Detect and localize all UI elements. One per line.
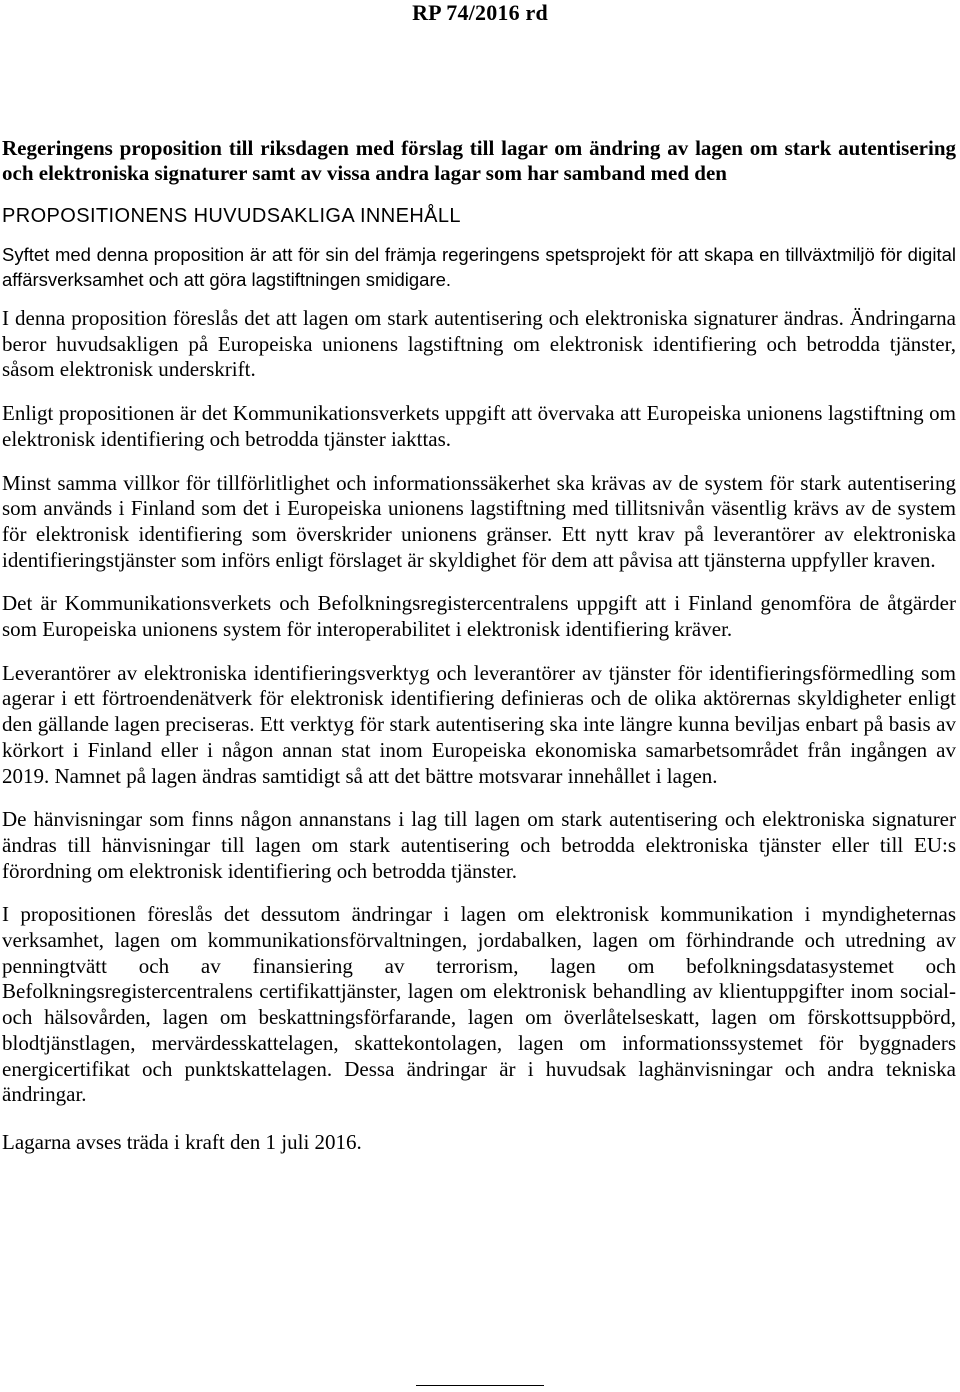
body-paragraph: Enligt propositionen är det Kommunikationsverkets uppgift att övervaka att Europeiska unionens lagstiftning om elektronisk identifiering och betrodda tjänster iakttas. [2, 401, 956, 451]
document-id-header: RP 74/2016 rd [412, 0, 548, 25]
body-paragraph: De hänvisningar som finns någon annanstans i lag till lagen om stark autentisering och elektroniska signaturer ändras till hänvisningar till lagen om stark autentisering och betrodda elektroniska tjänster eller till EU:s förordning om elektronisk identifiering och betrodda tjänster. [2, 807, 956, 883]
body-paragraph: Minst samma villkor för tillförlitlighet och informationssäkerhet ska krävas av de system för stark autentisering som används i Finland som det i Europeiska unionens lagstiftning med tillitsnivån väsentlig krävs av de system för elektronisk identifiering som överskrider unionens gränser. Ett nytt krav på leverantörer av elektroniska identifieringstjänster som införs enligt förslaget är skyldighet för dem att påvisa att tjänsterna uppfyller kraven. [2, 470, 956, 572]
end-of-section-rule [416, 1385, 544, 1386]
document-body [2, 136, 956, 1156]
body-paragraph: Leverantörer av elektroniska identifieringsverktyg och leverantörer av tjänster för identifieringsförmedling som agerar i ett förtroendenätverk för elektronisk identifiering definieras och de olika aktörernas skyldigheter enligt den gällande lagen preciseras. Ett verktyg för stark autentisering ska inte längre kunna beviljas enbart på basis av körkort i Finland eller i någon annan stat inom Europeiska ekonomiska samarbetsområdet från ingången av 2019. Namnet på lagen ändras samtidigt så att det bättre motsvarar innehållet i lagen. [2, 660, 956, 788]
body-paragraph: I propositionen föreslås det dessutom ändringar i lagen om elektronisk kommunikation i myndigheternas verksamhet, lagen om kommunikationsförvaltningen, jordabalken, lagen om förhindrande och utredning av penningtvätt och av finansiering av terrorism, lagen om befolkningsdatasystemet och Befolkningsregistercentralens certifikattjänster, lagen om elektronisk behandling av klientuppgifter inom social- och hälsovården, lagen om beskattningsförfarande, lagen om överlåtelseskatt, lagen om förskottsuppbörd, blodtjänstlagen, mervärdesskattelagen, skattekontolagen, lagen om informationssystemet för byggnaders energicertifikat och punktskattelagen. Dessa ändringar är i huvudsak laghänvisningar och andra tekniska ändringar. [2, 902, 956, 1107]
proposition-title: Regeringens proposition till riksdagen med förslag till lagar om ändring av lagen om stark autentisering och elektroniska signaturer samt av vissa andra lagar som har samband med den [2, 136, 956, 185]
section-heading: PROPOSITIONENS HUVUDSAKLIGA INNEHÅLL [2, 205, 461, 227]
summary-paragraph: Syftet med denna proposition är att för sin del främja regeringens spetsprojekt för att skapa en tillväxtmiljö för digital affärsverksamhet och att göra lagstiftningen smidigare. [2, 244, 956, 290]
body-paragraph: Det är Kommunikationsverkets och Befolkningsregistercentralens uppgift att i Finland genomföra de åtgärder som Europeiska unionens system för interoperabilitet i elektronisk identifiering kräver. [2, 591, 956, 642]
effective-date-paragraph: Lagarna avses träda i kraft den 1 juli 2016. [2, 1129, 362, 1154]
body-paragraph: I denna proposition föreslås det att lagen om stark autentisering och elektroniska signaturer ändras. Ändringarna beror huvudsakligen på Europeiska unionens lagstiftning om elektronisk identifiering och betrodda tjänster, såsom elektronisk underskrift. [2, 306, 956, 382]
